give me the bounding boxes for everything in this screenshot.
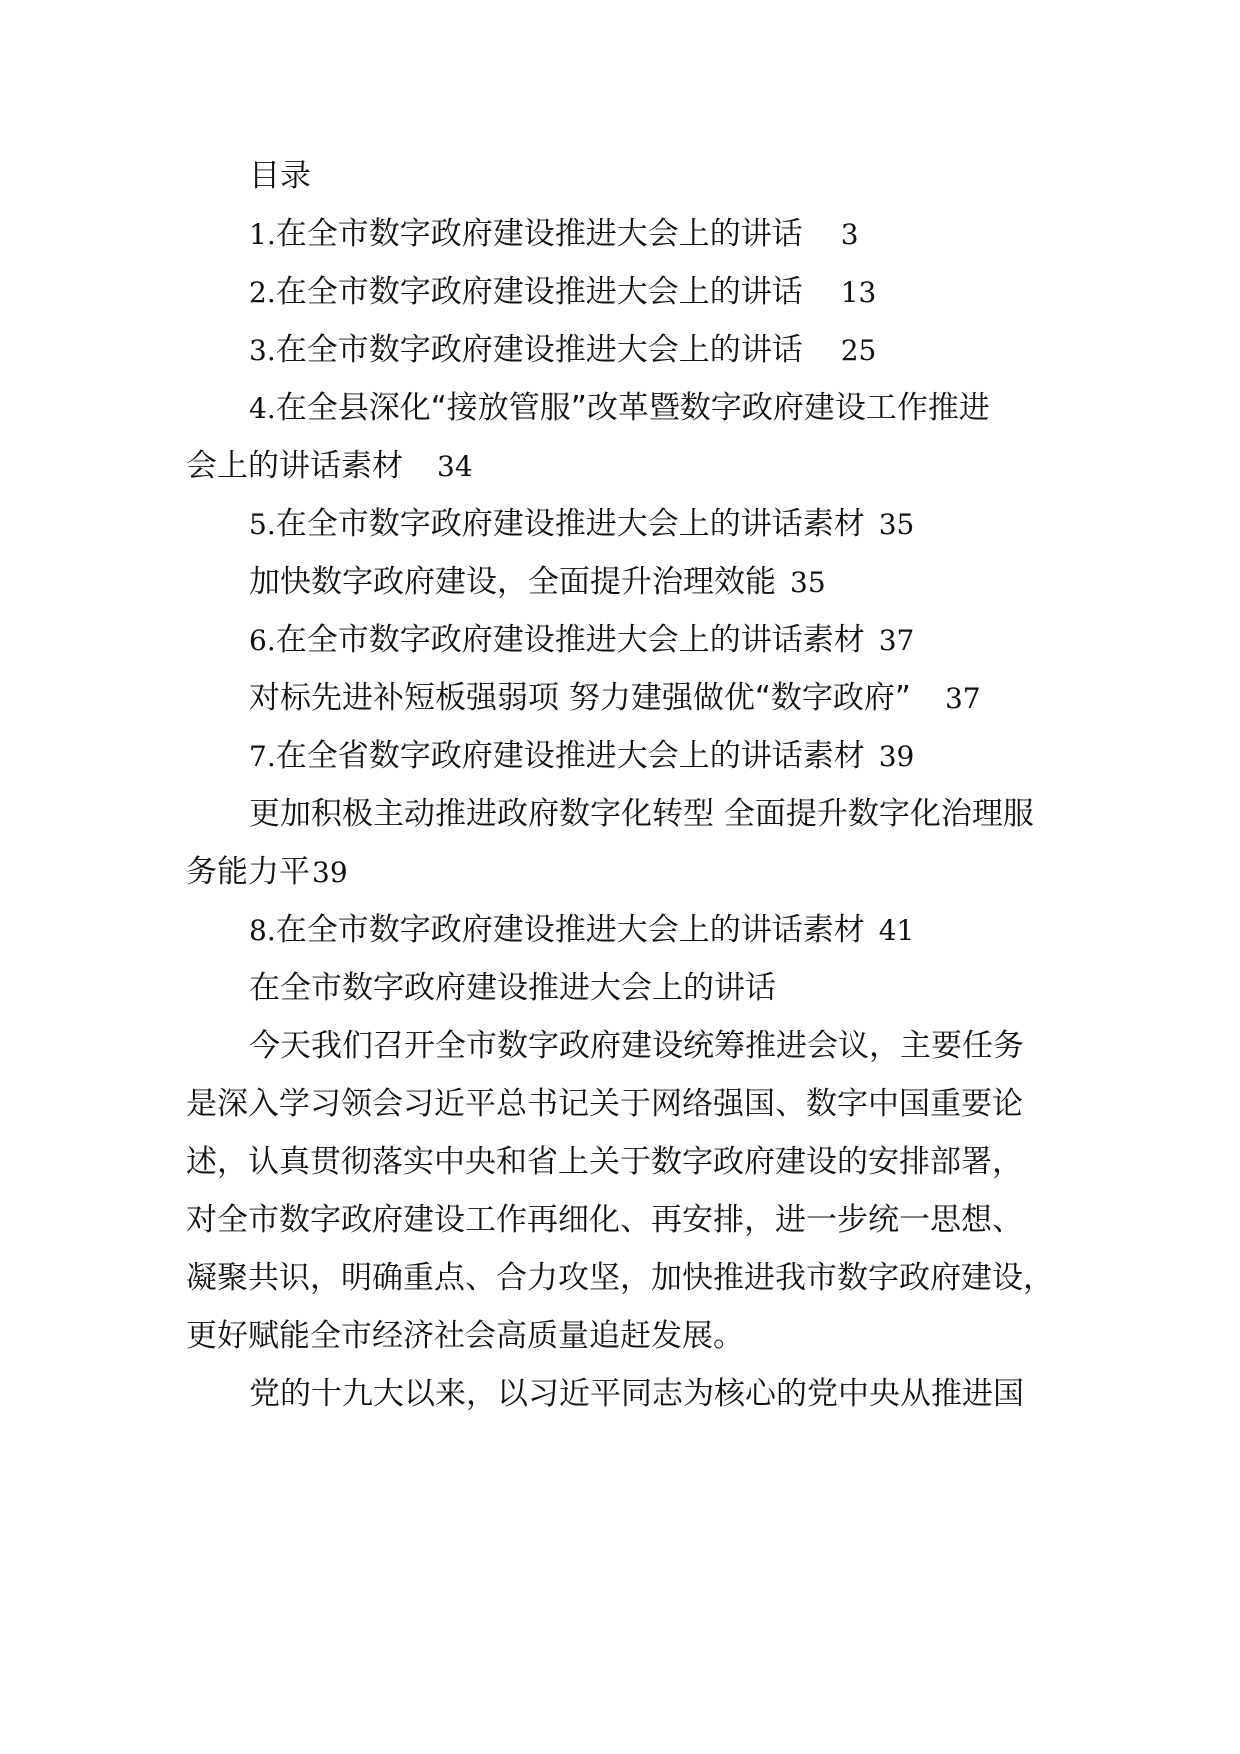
toc-entry-title: 在全市数字政府建设推进大会上的讲话 <box>275 216 803 252</box>
toc-subentry[interactable] <box>249 562 1149 603</box>
toc-entry-continuation[interactable] <box>186 446 1086 487</box>
toc-subentry-continuation[interactable] <box>186 852 1086 893</box>
toc-subentry-title: 加快数字政府建设，全面提升治理效能 <box>249 564 776 600</box>
toc-entry-title: 在全市数字政府建设推进大会上的讲话 <box>275 274 803 310</box>
toc-entry[interactable] <box>249 388 1149 429</box>
paragraph-text: 更好赋能全市经济社会高质量追赶发展。 <box>186 1318 744 1354</box>
toc-entry-number: 4. <box>249 392 276 425</box>
toc-entry-page: 37 <box>944 682 981 715</box>
toc-entry-title-line2: 会上的讲话素材 <box>186 448 403 484</box>
speech-title <box>249 968 1149 1008</box>
toc-subentry-title: 对标先进补短板强弱项 努力建强做优“数字政府” <box>249 680 911 716</box>
toc-entry[interactable] <box>249 620 1149 661</box>
paragraph-line <box>186 1316 1086 1356</box>
toc-entry-title: 在全省数字政府建设推进大会上的讲话素材 <box>275 738 865 774</box>
toc-subentry-title-line1: 更加积极主动推进政府数字化转型 全面提升数字化治理服 <box>249 796 1034 832</box>
toc-entry-number: 2. <box>249 276 276 309</box>
toc-entry-page: 35 <box>790 566 826 599</box>
toc-entry-number: 8. <box>249 914 276 947</box>
toc-entry[interactable] <box>249 214 1149 255</box>
paragraph-line <box>186 1258 1086 1298</box>
toc-entry-title: 在全市数字政府建设推进大会上的讲话素材 <box>275 622 865 658</box>
toc-entry-page: 25 <box>840 334 877 367</box>
toc-entry-number: 3. <box>249 334 276 367</box>
toc-entry-page: 41 <box>878 914 915 947</box>
toc-entry-number: 5. <box>249 508 276 541</box>
toc-entry-title-line1: 在全县深化“接放管服”改革暨数字政府建设工作推进 <box>275 390 990 426</box>
toc-entry-number: 1. <box>249 218 276 251</box>
paragraph-line <box>249 1026 1149 1066</box>
toc-entry[interactable] <box>249 736 1149 777</box>
toc-entry-page: 39 <box>312 856 348 889</box>
paragraph-line <box>186 1200 1086 1240</box>
toc-entry-number: 7. <box>249 740 276 773</box>
toc-entry-title: 在全市数字政府建设推进大会上的讲话素材 <box>275 912 865 948</box>
toc-subentry[interactable] <box>249 794 1149 834</box>
toc-entry-page: 3 <box>840 218 859 251</box>
toc-heading-text: 目录 <box>249 158 311 194</box>
toc-entry-number: 6. <box>249 624 276 657</box>
toc-entry-page: 13 <box>840 276 877 309</box>
paragraph-line <box>249 1374 1149 1414</box>
toc-heading <box>249 156 1149 196</box>
speech-title-text: 在全市数字政府建设推进大会上的讲话 <box>249 970 776 1006</box>
toc-entry-page: 39 <box>878 740 915 773</box>
paragraph-text: 是深入学习领会习近平总书记关于网络强国、数字中国重要论 <box>186 1086 1023 1122</box>
paragraph-text: 凝聚共识，明确重点、合力攻坚，加快推进我市数字政府建设， <box>186 1260 1054 1296</box>
toc-entry-title: 在全市数字政府建设推进大会上的讲话素材 <box>275 506 865 542</box>
paragraph-text: 今天我们召开全市数字政府建设统筹推进会议，主要任务 <box>249 1028 1024 1064</box>
toc-entry[interactable] <box>249 272 1149 313</box>
paragraph-text: 对全市数字政府建设工作再细化、再安排，进一步统一思想、 <box>186 1202 1023 1238</box>
paragraph-line <box>186 1084 1086 1124</box>
toc-subentry[interactable] <box>249 678 1149 719</box>
toc-subentry-title-line2: 务能力平 <box>186 854 310 890</box>
toc-entry-title: 在全市数字政府建设推进大会上的讲话 <box>275 332 803 368</box>
toc-entry-page: 35 <box>878 508 915 541</box>
paragraph-text: 述，认真贯彻落实中央和省上关于数字政府建设的安排部署， <box>186 1144 1023 1180</box>
toc-entry[interactable] <box>249 330 1149 371</box>
toc-entry[interactable] <box>249 910 1149 951</box>
toc-entry-page: 34 <box>437 450 473 483</box>
toc-entry[interactable] <box>249 504 1149 545</box>
paragraph-text: 党的十九大以来，以习近平同志为核心的党中央从推进国 <box>249 1376 1024 1412</box>
toc-entry-page: 37 <box>878 624 915 657</box>
paragraph-line <box>186 1142 1086 1182</box>
